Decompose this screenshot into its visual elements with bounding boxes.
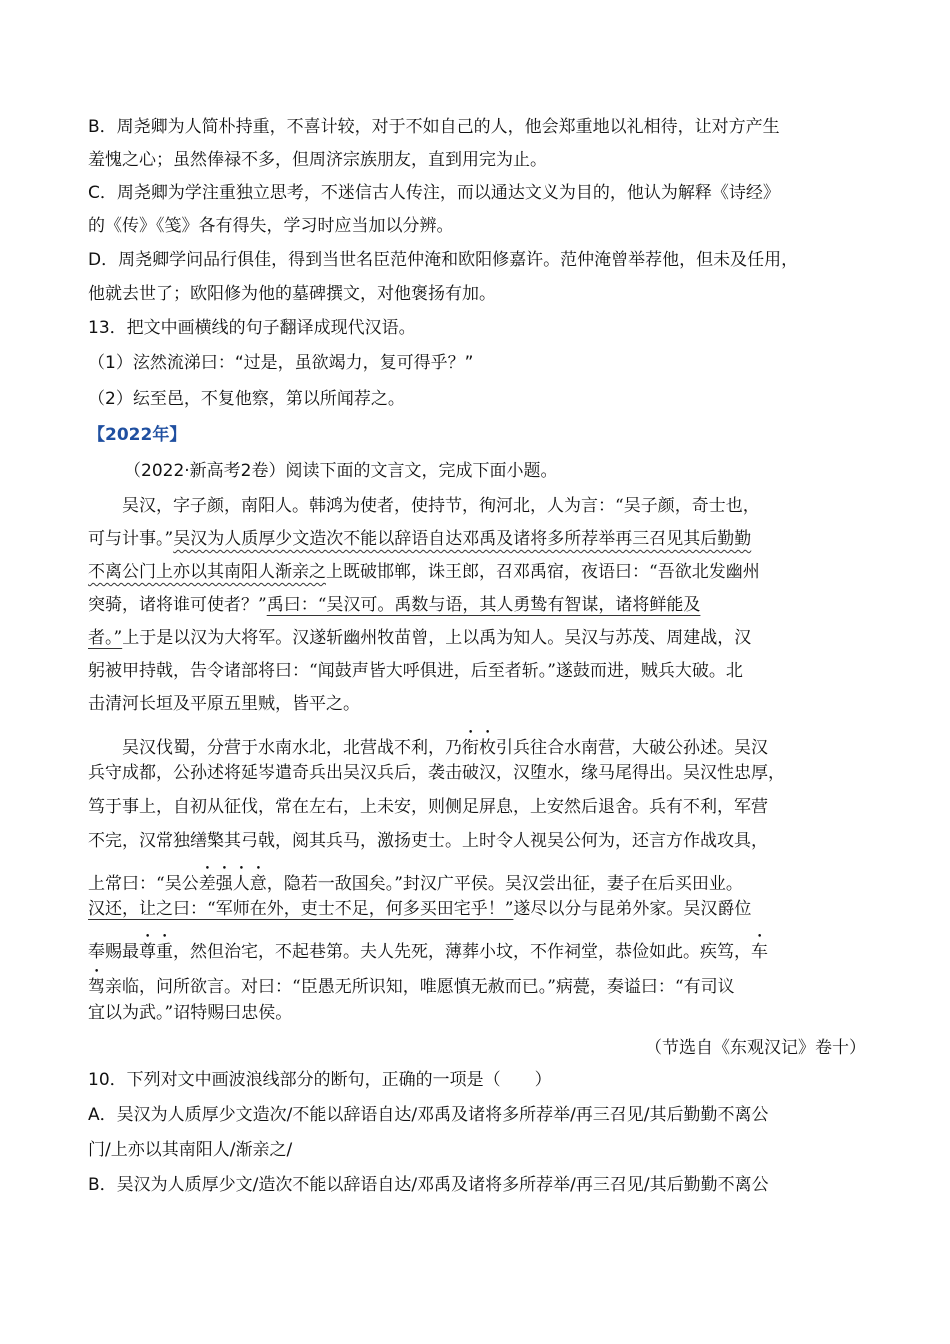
option-c-line-2: 的《传》《笺》各有得失，学习时应当加以分辨。	[88, 216, 454, 236]
underlined-text: 禹曰：“吴汉可。禹数与语，其人勇鸷有智谋，诸将鲜能及	[266, 595, 701, 615]
plain-text: 可与计事。”	[88, 529, 174, 549]
passage-p1-line-4	[88, 594, 700, 616]
plain-text: ，然但治宅，不起巷第。夫人先死，薄葬小坟，不作祠堂，恭俭如此。疾笃，	[173, 942, 751, 962]
passage-p2-line-4: 不完，汉常独缮檠其弓戟，阅其兵马，激扬吏士。上时令人视吴公何为，还言方作战攻具，	[88, 831, 768, 851]
option-d-line-2: 他就去世了；欧阳修为他的墓碑撰文，对他褒扬有加。	[88, 284, 496, 304]
plain-text: 亲临，问所欲言。对曰：“臣愚无所识知，唯愿慎无赦而已。”病甍，奏谥曰：“有司议	[105, 977, 735, 997]
question-10-option-a-line-1: A．吴汉为人质厚少文造次/不能以辞语自达/邓禹及诸将多所荐举/再三召见/其后勤勤不离公	[88, 1105, 769, 1125]
passage-p2-line-1	[122, 728, 768, 759]
emphasis-dotted-text: 车	[751, 942, 768, 962]
passage-p1-line-6: 躬被甲持戟，告令诸部将曰：“闻鼓声皆大呼俱进，后至者斩。”遂鼓而进，贼兵大破。北	[88, 661, 743, 681]
passage-p1-line-7: 击清河长垣及平原五里贼，皆平之。	[88, 694, 360, 714]
passage-p1-line-3	[88, 561, 760, 583]
plain-text: 上既破邯郸，诛王郎，召邓禹宿，夜语曰：“吾欲北发幽州	[326, 562, 760, 582]
underlined-text: 汉还，让之曰：“军师在外，吏士不足，何多买田宅乎！”	[88, 899, 514, 919]
plain-text: 突骑，诸将谁可使者？”	[88, 595, 267, 615]
question-13-stem: 13．把文中画横线的句子翻译成现代汉语。	[88, 318, 416, 338]
question-13-sentence-1: （1）泫然流涕曰：“过是，虽欲竭力，复可得乎？”	[88, 353, 474, 373]
wavy-underlined-text: 吴汉为人质厚少文造次不能以辞语自达邓禹及诸将多所荐举再三召见其后勤勤	[173, 529, 752, 549]
emphasis-dotted-text: 驾	[88, 977, 105, 997]
section-intro: （2022·新高考2卷）阅读下面的文言文，完成下面小题。	[124, 461, 558, 481]
passage-p1-line-2	[88, 528, 751, 550]
passage-p2-line-5	[88, 864, 743, 895]
passage-p1-line-5	[88, 627, 751, 649]
option-c-line-1: C．周尧卿为学注重独立思考，不迷信古人传注，而以通达文义为目的，他认为解释《诗经》	[88, 183, 780, 203]
plain-text: 上常曰：“吴公	[88, 874, 199, 894]
plain-text: 奉赐最	[88, 942, 139, 962]
passage-p2-line-2: 兵守成都，公孙述将延岑遣奇兵出吴汉兵后，袭击破汉，汉堕水，缘马尾得出。吴汉性忠厚，	[88, 763, 785, 783]
passage-source: （节选自《东观汉记》卷十）	[645, 1038, 866, 1058]
passage-p1-line-1: 吴汉，字子颜，南阳人。韩鸿为使者，使持节，徇河北，人为言：“吴子颜，奇士也，	[122, 496, 760, 516]
question-10-stem: 10．下列对文中画波浪线部分的断句，正确的一项是（ ）	[88, 1070, 552, 1090]
emphasis-dotted-text: 尊重	[139, 942, 173, 962]
passage-p2-line-7	[88, 932, 768, 963]
section-heading-2022: 【2022年】	[88, 425, 187, 445]
plain-text: 吴汉伐蜀，分营于水南水北，北营战不利，乃	[122, 738, 462, 758]
option-d-line-1: D．周尧卿学问品行俱佳，得到当世名臣范仲淹和欧阳修嘉许。范仲淹曾举荐他，但未及任用，	[88, 250, 799, 270]
wavy-underlined-text: 不离公门上亦以其南阳人渐亲之	[88, 562, 326, 582]
plain-text: 引兵往合水南营，大破公孙述。吴汉	[496, 738, 768, 758]
option-b-line-2: 羞愧之心；虽然俸禄不多，但周济宗族朋友，直到用完为止。	[88, 150, 547, 170]
passage-p2-line-6	[88, 898, 751, 920]
plain-text: ，隐若一敌国矣。”封汉广平侯。吴汉尝出征，妻子在后买田业。	[266, 874, 743, 894]
underlined-text: 者。”	[88, 628, 123, 648]
passage-p2-line-8	[88, 967, 735, 998]
passage-p2-line-9: 宜以为武。”诏特赐曰忠侯。	[88, 1003, 293, 1023]
plain-text: 遂尽以分与昆弟外家。吴汉爵位	[513, 899, 752, 919]
plain-text: 上于是以汉为大将军。汉遂斩幽州牧苗曾，上以禹为知人。吴汉与苏茂、周建战，汉	[122, 628, 752, 648]
emphasis-dotted-text: 衔枚	[462, 738, 496, 758]
question-13-sentence-2: （2）纭至邑，不复他察，第以所闻荐之。	[88, 389, 405, 409]
question-10-option-a-line-2: 门/上亦以其南阳人/渐亲之/	[88, 1140, 293, 1160]
option-b-line-1: B．周尧卿为人简朴持重，不喜计较，对于不如自己的人，他会郑重地以礼相待，让对方产生	[88, 117, 780, 137]
emphasis-dotted-text: 差强人意	[198, 874, 267, 894]
passage-p2-line-3: 笃于事上，自初从征伐，常在左右，上未安，则侧足屏息，上安然后退舍。兵有不利，军营	[88, 797, 768, 817]
question-10-option-b-line-1: B．吴汉为人质厚少文/造次不能以辞语自达/邓禹及诸将多所荐举/再三召见/其后勤勤不离公	[88, 1175, 769, 1195]
